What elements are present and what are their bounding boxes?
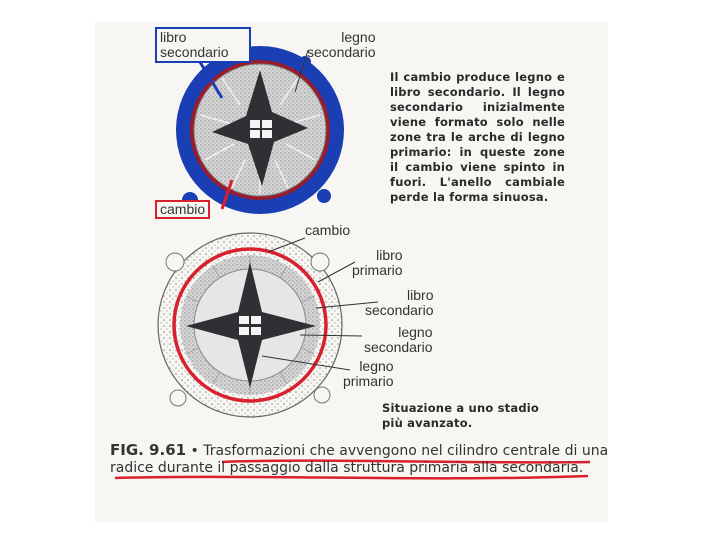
bottom-cross-section <box>158 233 342 417</box>
label-legno-secondario-top: legno secondario <box>307 29 376 60</box>
label-cambio-top: cambio <box>155 200 210 219</box>
label-libro-secondario-top: libro secondario <box>155 27 251 63</box>
top-cross-section <box>176 46 344 214</box>
label-legno-secondario-bottom: legno secondario <box>364 324 433 355</box>
label-legno-primario: legno primario <box>343 358 394 389</box>
label-libro-secondario-bottom: libro secondario <box>365 287 434 318</box>
label-libro-primario: libro primario <box>352 247 403 278</box>
figure-number: FIG. 9.61 <box>110 441 187 459</box>
figure-caption-line-1 <box>110 441 608 459</box>
caption-bullet: • <box>190 443 199 459</box>
figure-caption-line-2 <box>110 460 583 476</box>
label-cambio-bottom: cambio <box>305 222 351 238</box>
top-description: Il cambio produce legno e libro secondario. Il legno secondario inizialmente viene formato solo nelle zone tra le arche di legno primario: in queste zone il cambio viene spinto in fuori. L'anello cambiale perde la forma sinuosa. <box>390 70 565 204</box>
caption-text-line-2: radice durante il passaggio dalla struttura primaria alla secondaria. <box>110 460 584 476</box>
bottom-description: Situazione a uno stadio più avanzato. <box>382 401 540 430</box>
caption-text-line-1: Trasformazioni che avvengono nel cilindro centrale di una <box>203 443 609 459</box>
